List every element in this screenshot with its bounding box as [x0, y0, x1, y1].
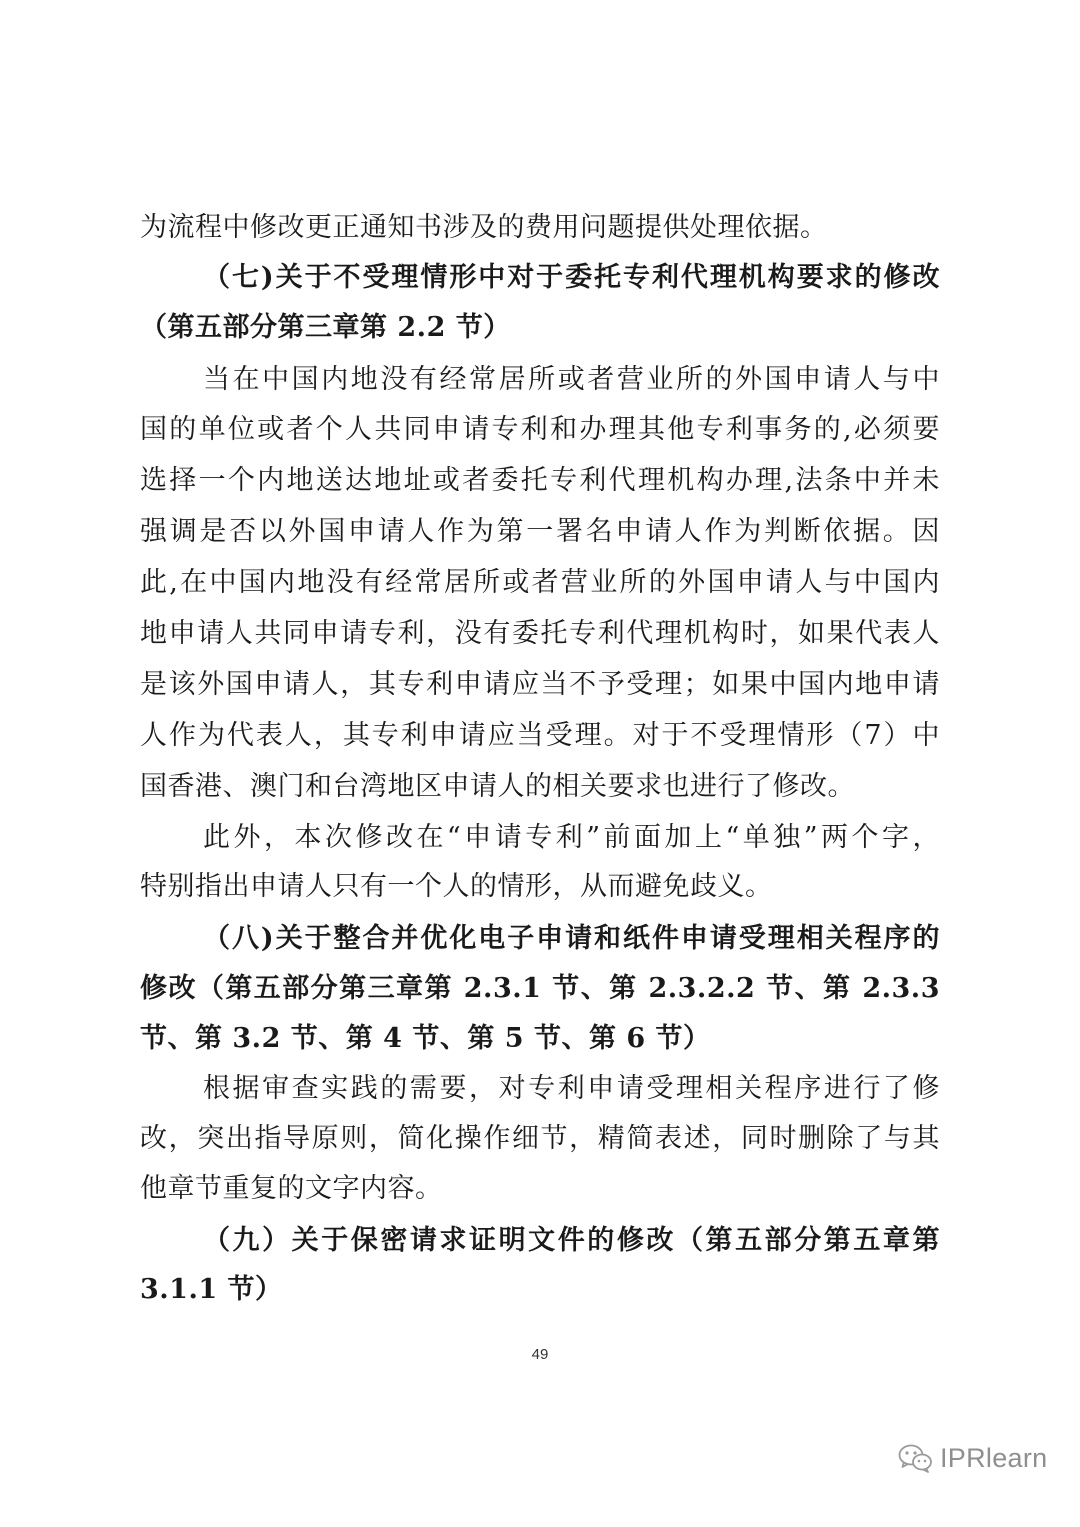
section-heading: （九）关于保密请求证明文件的修改（第五部分第五章第: [203, 1225, 940, 1256]
wechat-icon: [898, 1443, 932, 1473]
body-line: 此,在中国内地没有经常居所或者营业所的外国申请人与中国内: [140, 567, 940, 598]
section-heading: （七)关于不受理情形中对于委托专利代理机构要求的修改: [203, 262, 940, 293]
body-line: 是该外国申请人，其专利申请应当不予受理；如果中国内地申请: [140, 669, 940, 700]
body-line: 国的单位或者个人共同申请专利和办理其他专利事务的,必须要: [140, 414, 940, 445]
body-line: 当在中国内地没有经常居所或者营业所的外国申请人与中: [203, 364, 940, 395]
body-line: 选择一个内地送达地址或者委托专利代理机构办理,法条中并未: [140, 465, 940, 496]
body-line: 他章节重复的文字内容。: [140, 1173, 443, 1204]
section-heading-continued: 3.1.1 节）: [140, 1274, 283, 1305]
body-line: 强调是否以外国申请人作为第一署名申请人作为判断依据。因: [140, 516, 940, 547]
section-heading-continued: 节、第 3.2 节、第 4 节、第 5 节、第 6 节）: [140, 1023, 711, 1054]
body-line: 地申请人共同申请专利，没有委托专利代理机构时，如果代表人: [140, 618, 940, 649]
section-heading: （八)关于整合并优化电子申请和纸件申请受理相关程序的: [203, 923, 940, 954]
body-line: 国香港、澳门和台湾地区申请人的相关要求也进行了修改。: [140, 771, 855, 802]
body-line: 根据审查实践的需要，对专利申请受理相关程序进行了修: [203, 1073, 940, 1104]
watermark: [898, 1438, 1047, 1478]
watermark-text: IPRlearn: [940, 1442, 1048, 1473]
body-line: 人作为代表人，其专利申请应当受理。对于不受理情形（7）中: [140, 720, 940, 751]
body-line: 改，突出指导原则，简化操作细节，精简表述，同时删除了与其: [140, 1123, 940, 1154]
body-line: 此外，本次修改在“申请专利”前面加上“单独”两个字，: [203, 822, 940, 853]
section-heading-continued: （第五部分第三章第 2.2 节）: [140, 312, 511, 343]
section-heading-continued: 修改（第五部分第三章第 2.3.1 节、第 2.3.2.2 节、第 2.3.3: [140, 973, 940, 1004]
page-number: 49: [531, 1346, 549, 1363]
body-line: 为流程中修改更正通知书涉及的费用问题提供处理依据。: [140, 212, 828, 243]
body-line: 特别指出申请人只有一个人的情形，从而避免歧义。: [140, 871, 773, 902]
